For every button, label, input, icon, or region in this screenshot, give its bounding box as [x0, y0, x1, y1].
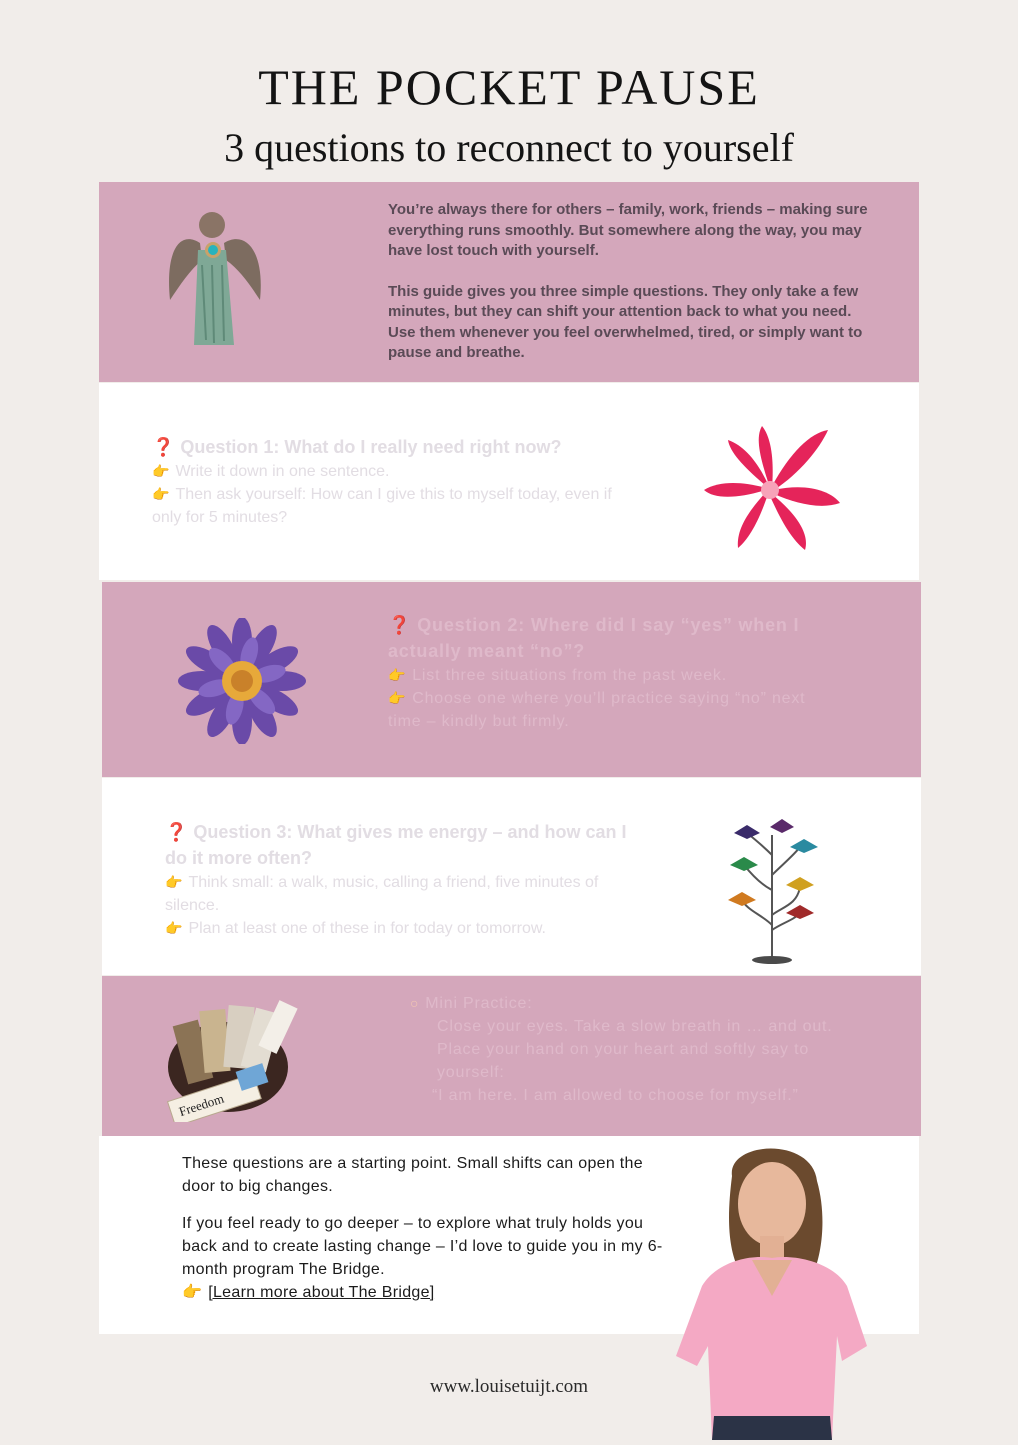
pointing-hand-icon: 👉 [165, 874, 183, 890]
bullet-icon: ○ [410, 995, 420, 1011]
card-word: Freedom [177, 1090, 226, 1120]
question1-line1: 👉 Write it down in one sentence. [152, 463, 390, 480]
closing-text [182, 1152, 672, 1304]
closing-paragraph-1: These questions are a starting point. Small shifts can open the door to big changes. [182, 1155, 643, 1195]
pointing-hand-icon: 👉 [152, 486, 170, 502]
pointing-hand-icon: 👉 [388, 667, 407, 683]
angel-icon [160, 205, 270, 355]
question2-title: ❓ Question 2: Where did I say “yes” when I actually meant “no”? [388, 615, 800, 661]
lotus-tree-icon [722, 815, 827, 972]
intro-paragraph-1: You’re always there for others – family, work, friends – making sure everything runs smoothly. But somewhere along the way, you may have lost touch with yourself. [388, 201, 868, 259]
page-subtitle: 3 questions to reconnect to yourself [224, 125, 794, 170]
question-mark-icon: ❓ [388, 615, 412, 635]
cards-bowl-icon [160, 992, 302, 1127]
closing-paragraph-2: If you feel ready to go deeper – to explore what truly holds you back and to create lasting change – I’d love to guide you in my 6-month program The Bridge. 👉 [Learn more about The Bridge] [182, 1215, 663, 1301]
pointing-hand-icon: 👉 [388, 690, 407, 706]
question3-title: ❓ Question 3: What gives me energy – and how can I do it more often? [165, 822, 627, 868]
pointing-hand-icon: 👉 [182, 1284, 203, 1301]
practice-title: ○ Mini Practice: [410, 995, 533, 1012]
question1-title: ❓ Question 1: What do I really need right now? [152, 437, 562, 457]
question1-line2: 👉 Then ask yourself: How can I give this to myself today, even if only for 5 minutes? [152, 486, 612, 526]
question2-line1: 👉 List three situations from the past week. [388, 667, 727, 684]
question2-line2: 👉 Choose one where you’ll practice saying “no” next time – kindly but firmly. [388, 690, 806, 730]
question-mark-icon: ❓ [152, 437, 175, 457]
learn-more-link[interactable]: [Learn more about The Bridge] [208, 1284, 435, 1301]
pointing-hand-icon: 👉 [152, 463, 170, 479]
practice-line3: “I am here. I am allowed to choose for myself.” [432, 1087, 799, 1104]
question3-block [165, 819, 645, 940]
woman-portrait [672, 1136, 872, 1445]
page-title: THE POCKET PAUSE [258, 59, 760, 115]
intro-paragraph-2: This guide gives you three simple questions. They only take a few minutes, but they can shift your attention back to what you need. Use them whenever you feel overwhelmed, tired, or simply want to pause and breathe. [388, 282, 863, 361]
footer-url[interactable]: www.louisetuijt.com [429, 1376, 589, 1397]
question-mark-icon: ❓ [165, 822, 188, 842]
practice-line2: Place your hand on your heart and softly say to yourself: [437, 1041, 810, 1081]
question2-block [388, 612, 843, 733]
pink-flower-icon [700, 418, 845, 563]
purple-lotus-icon [178, 618, 306, 749]
practice-line1: Close your eyes. Take a slow breath in … and out. [437, 1018, 833, 1035]
question3-line1: 👉 Think small: a walk, music, calling a friend, five minutes of silence. [165, 874, 599, 914]
question1-block [152, 434, 642, 529]
intro-text [388, 200, 878, 384]
pointing-hand-icon: 👉 [165, 920, 183, 936]
question3-line2: 👉 Plan at least one of these in for today or tomorrow. [165, 920, 546, 937]
practice-block [410, 992, 880, 1107]
